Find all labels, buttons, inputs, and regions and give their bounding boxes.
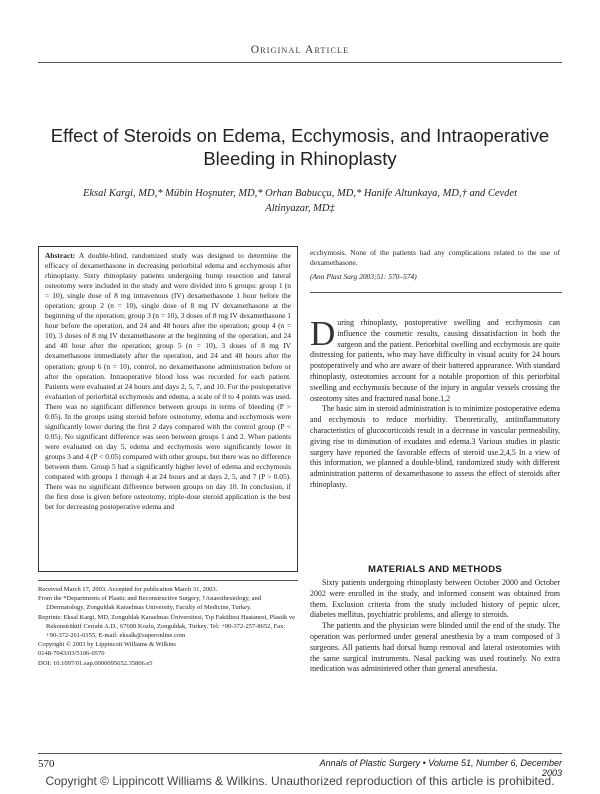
author-list: Eksal Kargi, MD,* Mübin Hoşnuter, MD,* Orhan Babucçu, MD,* Hanife Altunkaya, MD,† and Cevdet Altinyazar, MD‡	[82, 188, 518, 214]
intro-paragraph-2: The basic aim in steroid administration is to minimize postoperative edema and ecchymosis to reduce morbidity. Theoretically, antiinflammatory characteristics of glucocorticoids result in a decrease in vascular permeability, giving rise to diminution of exudates and edema.3 Various studies in plastic surgery have reported the favorable effects of steroid use.2,4,5 In a view of this information, we planned a double-blind, randomized study with different administration patterns of dexamethasone to assess the effect of steroids after rhinoplasty.	[310, 404, 560, 489]
abstract-text: A double-blind, randomized study was designed to determine the efficacy of dexamethasone in decreasing periorbital edema and ecchymosis after rhinoplasty. Sixty rhinoplasty patients undergoing hump resection and lateral osteotomy were included in the study and were divided into 6 groups: group 1 (n = 10), single dose of 8 mg intravenous (IV) dexamethasone 1 hour before the operation; group 2 (n = 10), single dose of 8 mg IV dexamethasone at the beginning of the operation; group 3 (n = 10), 3 doses of 8 mg IV dexamethasone 1 hour before the operation, and 24 and 48 hours after the operation; group 4 (n = 10), 3 doses of 8 mg IV dexamethasone at the beginning of the operation, and 24 and 48 hour after the operation; group 5 (n = 10), 3 doses of 8 mg IV dexamethasone immediately after the operation, and 24 and 48 hours after the operation; group 6 (n = 10), control, no dexamethasone administration before or after the operation. Intraoperative blood loss was recorded for each patient. Patients were evaluated at 24 hours and days 2, 5, 7, and 10. For the postoperative evaluation of periorbital ecchymosis and edema, a scale of 0 to 4 points was used. There was no significant difference between groups in terms of bleeding (P > 0.05). In the groups using steroid before osteotomy, edema and ecchymosis were significantly lower during the first 2 days compared with the control group (P < 0.05). No significant difference was seen between groups 1 and 2. When patients were evaluated on day 5, edema and ecchymosis were significantly lower in groups 3 and 4 (P < 0.05) compared with other groups, but there was no difference between them. Group 5 had a significantly higher level of edema and ecchymosis compared with groups 1 through 4 at 24 hours and at days 2, 5, and 7 (P > 0.05). There was no significant difference between groups on day 10. In conclusion, if the first dose is given before osteotomy, triple-dose steroid application is the best bet for decreasing postoperative edema and	[45, 251, 291, 512]
methods-body	[310, 578, 560, 675]
copyright-notice: Copyright © Lippincott Williams & Wilkins. Unauthorized reproduction of this article is prohibited.	[45, 774, 555, 788]
article-title: Effect of Steroids on Edema, Ecchymosis, and Intraoperative Bleeding in Rhinoplasty	[50, 125, 550, 169]
methods-paragraph-2: The patients and the physician were blinded until the end of the study. The operation was performed under general anesthesia by a team composed of 3 surgeons. All patients had dorsal hump removal and lateral osteotomies with the same surgical instruments. Nasal packing was used routinely. No extra medication was administered other than general anesthesia.	[310, 621, 560, 674]
footnotes	[38, 585, 298, 668]
header-rule	[38, 62, 562, 63]
introduction	[310, 314, 560, 491]
intro-paragraph-1: During rhinoplasty, postoperative swelling and ecchymosis can influence the cosmetic results, causing dissatisfaction in both the surgeon and the patient. Periorbital swelling and ecchymosis are quite distressing for patients, who may have difficulty in visual acuity for 24 hours postoperatively and who are aware of their battered appearance. With standard rhinoplasty, osteotomies account for a notable proportion of this periorbital swelling and ecchymosis because of the injury in angular vessels crossing the osteotomy sites and fractured nasal bone.1,2	[310, 314, 560, 403]
journal-footer: Annals of Plastic Surgery • Volume 51, Number 6, December 2003	[319, 758, 562, 778]
copyright-note: Copyright © 2003 by Lippincott Williams & Wilkins	[38, 641, 176, 649]
methods-heading: MATERIALS AND METHODS	[367, 564, 503, 575]
abstract-continuation: ecchymosis. None of the patients had any complications related to the use of dexamethasone.	[310, 248, 560, 268]
footer-rule	[38, 753, 562, 754]
section-label: Original Article	[250, 44, 350, 56]
abstract-label: Abstract:	[45, 251, 76, 260]
received-note: Received March 17, 2003. Accepted for publication March 31, 2003.	[38, 586, 218, 593]
methods-paragraph-1: Sixty patients undergoing rhinoplasty between October 2000 and October 2002 were enrolled in the study, and informed consent was obtained from them. Exclusion criteria from the study included history of peptic ulcer, diabetes mellitus, psychiatric problems, and allergy to steroids.	[310, 578, 560, 620]
page-number: 570	[38, 758, 55, 770]
abstract-box	[38, 246, 298, 572]
footnote-rule	[38, 580, 298, 581]
reprints-note: Reprints: Eksal Kargi, MD, Zonguldak Karaelmas Üniversitesi, Tıp Fakültesi Hastanesi, Plastik ve Rekonstrüktif Cerrahi A.D., 67600 Kozlu, Zonguldak, Turkey. Tel: +90-372-257-8652, Fax: +90-372-261-0155, E-mail: eksalk@superonline.com	[38, 613, 296, 640]
affiliation-note: From the *Departments of Plastic and Reconstructive Surgery, †Anaesthesiology, and ‡Dermatology, Zonguldak Karaelmas University, Faculty of Medicine, Turkey.	[38, 595, 262, 612]
issn-note: 0148-7043/03/5106-0570	[38, 650, 105, 658]
drop-cap: D	[310, 314, 336, 353]
journal-citation: (Ann Plast Surg 2003;51: 570–574)	[310, 272, 417, 281]
doi-note: DOI: 10.1097/01.sap.0000095652.35806.e5	[38, 659, 153, 667]
abstract-rule	[310, 292, 562, 293]
